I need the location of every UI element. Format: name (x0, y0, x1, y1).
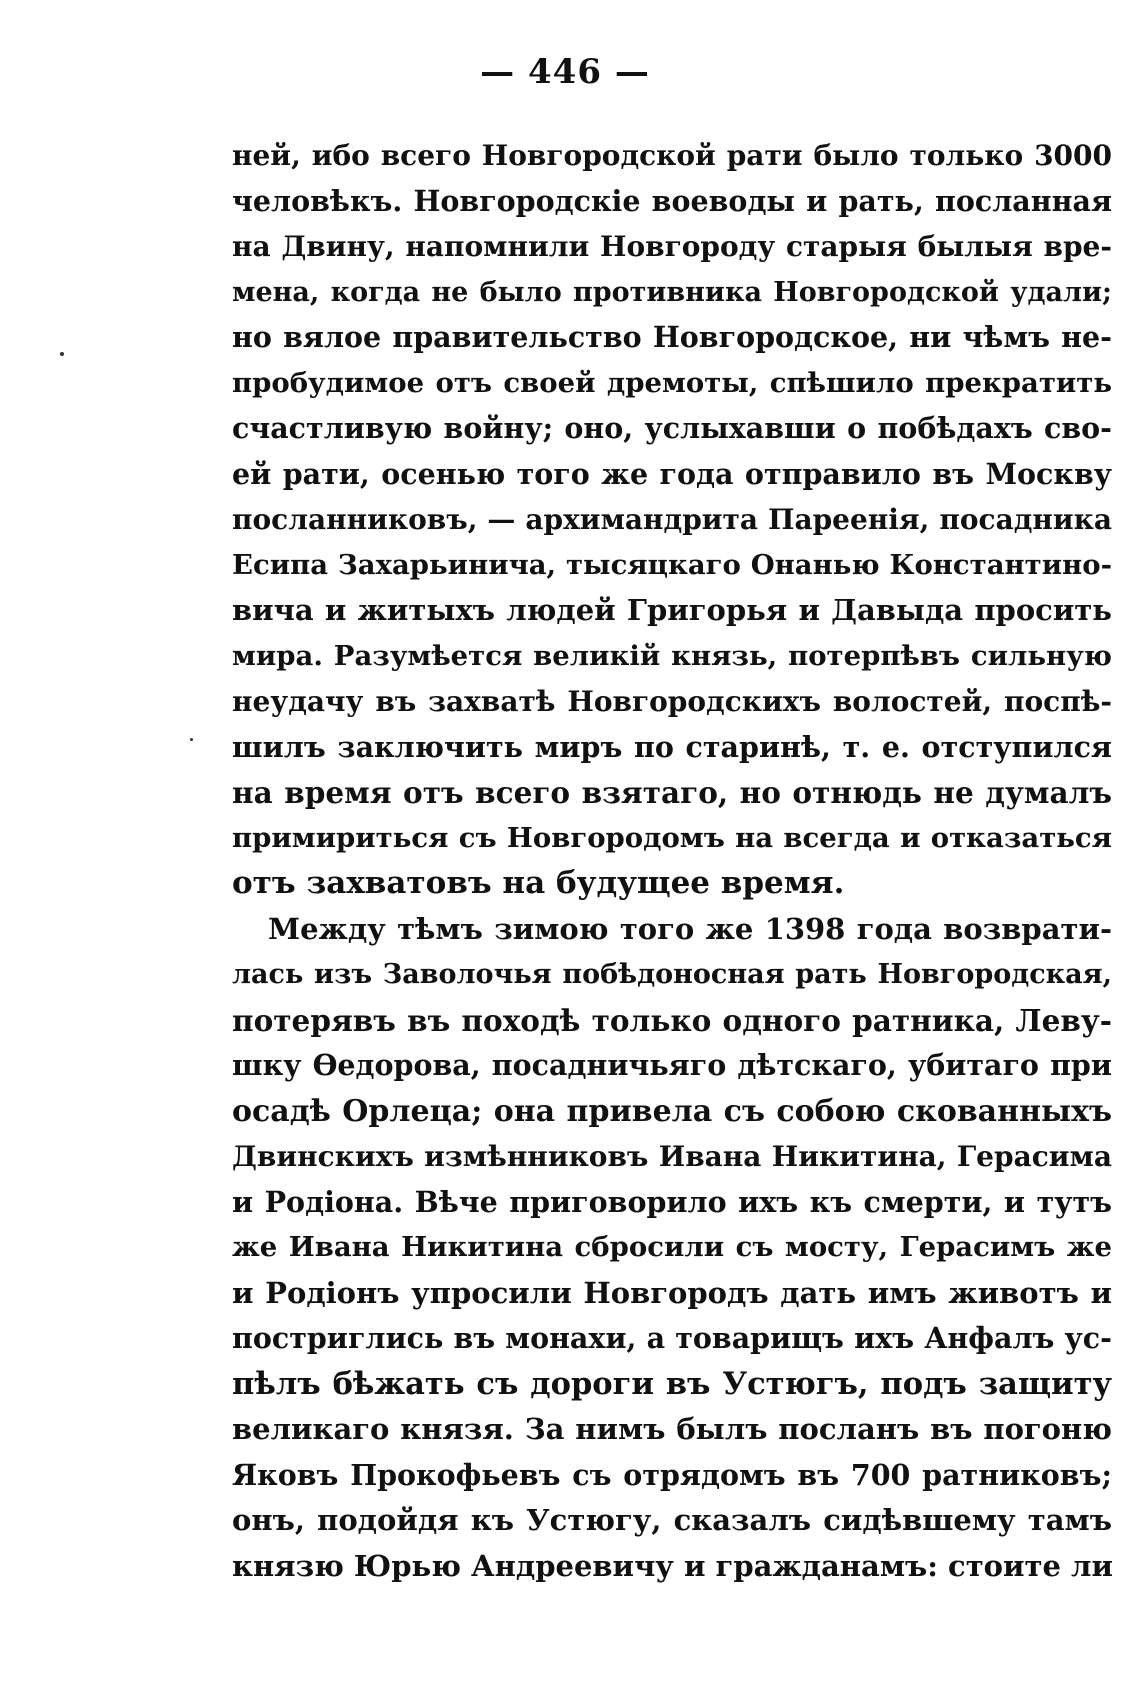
text-line: примириться съ Новгородомъ на всегда и отказаться (232, 821, 1112, 854)
text-line: шилъ заключить миръ по старинѣ, т. е. отступился (232, 729, 1112, 764)
text-line: Яковъ Прокофьевъ съ отрядомъ въ 700 ратниковъ; (232, 1457, 1112, 1492)
text-line: лась изъ Заволочья побѣдоносная рать Новгородская, (232, 959, 1112, 990)
text-line: на время отъ всего взятаго, но отнюдь не думалъ (232, 775, 1112, 810)
text-line: но вялое правительство Новгородское, ни чѣмъ не- (232, 320, 1112, 354)
text-line: неудачу въ захватѣ Новгородскихъ волостей, поспѣ- (232, 685, 1112, 718)
text-line: же Ивана Никитина сбросили съ мосту, Герасимъ же (232, 1231, 1112, 1263)
scan-speck (190, 738, 193, 741)
text-line: ней, ибо всего Новгородской рати было только 3000 (232, 139, 1112, 172)
text-line: потерявъ въ походѣ только одного ратника, Леву- (232, 1002, 1112, 1038)
paragraph-start-line: Между тѣмъ зимою того же 1398 года возврати- (268, 911, 1112, 946)
text-line: постриглись въ монахи, а товарищъ ихъ Анфалъ ус- (232, 1321, 1112, 1355)
text-line: пѣлъ бѣжать съ дороги въ Устюгъ, подъ защиту (232, 1365, 1112, 1402)
text-line: мира. Разумѣется великій князь, потерпѣвъ сильную (232, 639, 1112, 672)
text-line: онъ, подойдя къ Устюгу, сказалъ сидѣвшему тамъ (232, 1503, 1112, 1537)
text-line: ей рати, осенью того же года отправило въ Москву (232, 456, 1112, 491)
text-line: на Двину, напомнили Новгороду старыя былыя вре- (232, 230, 1112, 263)
page-number: — 446 — (480, 52, 650, 92)
text-line: счастливую войну; оно, услыхавши о побѣдахъ сво- (232, 411, 1112, 445)
text-line: князю Юрью Андреевичу и гражданамъ: стоите ли (232, 1548, 1114, 1583)
text-line: человѣкъ. Новгородскіе воеводы и рать, посланная (232, 183, 1112, 218)
text-line: осадѣ Орлеца; она привела съ собою скованныхъ (232, 1093, 1112, 1129)
text-line: вича и житыхъ людей Григорья и Давыда просить (232, 593, 1112, 627)
text-line: посланниковъ, — архимандрита Пареенія, посадника (232, 503, 1112, 536)
text-line: и Родіонъ упросили Новгородъ дать имъ животъ и (232, 1275, 1112, 1310)
text-line: и Родіона. Вѣче приговорило ихъ къ смерти, и тутъ (232, 1184, 1112, 1219)
text-line: великаго князя. За нимъ былъ посланъ въ погоню (232, 1412, 1112, 1446)
paragraph-end-line: отъ захватовъ на будущее время. (232, 865, 845, 901)
body-text (232, 133, 1112, 1589)
scan-speck (60, 352, 64, 356)
text-line: пробудимое отъ своей дремоты, спѣшило прекратить (232, 366, 1112, 399)
text-line: Есипа Захарьинича, тысяцкаго Онанью Константино- (232, 548, 1112, 581)
text-line: Двинскихъ измѣнниковъ Ивана Никитина, Герасима (232, 1140, 1112, 1173)
text-line: шку Ѳедорова, посадничьяго дѣтскаго, убитаго при (232, 1048, 1112, 1082)
text-line: мена, когда не было противника Новгородской удали; (232, 276, 1112, 308)
